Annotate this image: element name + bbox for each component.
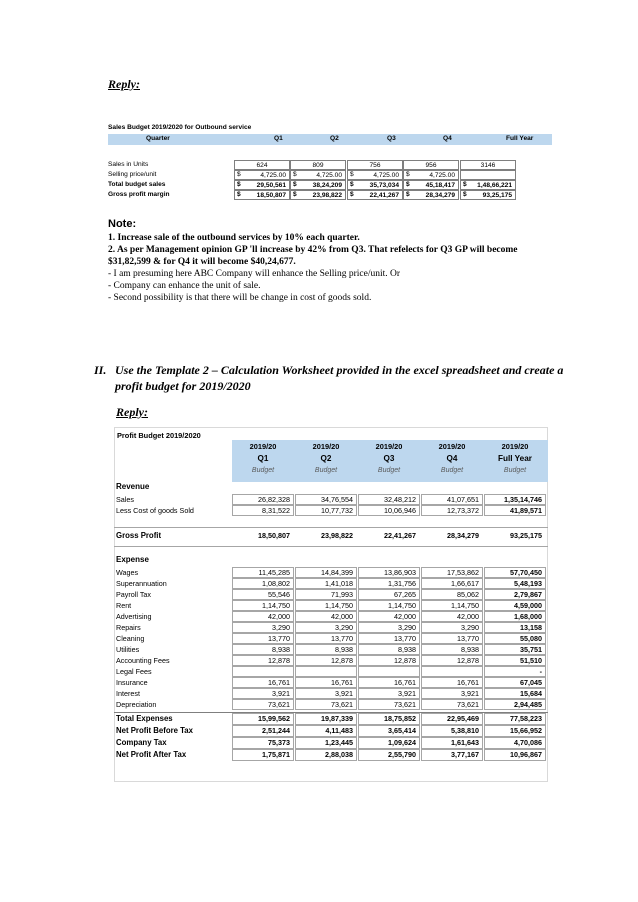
expense-row-label: Cleaning: [116, 634, 145, 643]
row-value: 2,79,867: [514, 590, 542, 599]
row-value: 71,993: [331, 590, 353, 599]
row-value: 8,938: [335, 645, 353, 654]
sales-cell: 29,50,561: [234, 180, 290, 190]
column-quarter: Q3: [383, 454, 395, 463]
note-line: $31,82,599 & for Q4 it will become $40,24,677.: [108, 257, 296, 267]
row-value: 1,75,871: [262, 750, 290, 759]
dollar-sign: $: [350, 191, 354, 198]
sales-cell: 22,41,267: [347, 190, 403, 200]
column-year: 2019/20: [375, 442, 403, 451]
row-value: 8,938: [461, 645, 479, 654]
row-value: 1,23,445: [325, 738, 353, 747]
column-budget: Budget: [503, 467, 527, 474]
column-year: 2019/20: [438, 442, 466, 451]
row-value: 8,938: [272, 645, 290, 654]
row-value: 85,062: [457, 590, 479, 599]
row-value: 17,53,862: [447, 568, 479, 577]
sales-cell-empty: [460, 170, 516, 180]
sales-cell: 38,24,209: [290, 180, 346, 190]
row-value: 3,921: [398, 689, 416, 698]
row-value: 19,87,339: [321, 714, 353, 723]
row-value: -: [539, 667, 542, 676]
row-value: 3,290: [272, 623, 290, 632]
row-value: 2,88,038: [325, 750, 353, 759]
sales-row: [108, 170, 552, 180]
expense-row-label: Wages: [116, 568, 139, 577]
row-value: 1,08,802: [262, 579, 290, 588]
sales-cell: 624: [234, 160, 290, 170]
row-value: 12,878: [268, 656, 290, 665]
row-value: 3,921: [272, 689, 290, 698]
row-value: 16,761: [457, 678, 479, 687]
value-cell: [232, 666, 294, 677]
row-value: 10,06,946: [384, 506, 416, 515]
sales-budget-header: [108, 134, 552, 145]
row-value: 23,98,822: [321, 531, 353, 540]
note-line: 2. As per Management opinion GP 'll increase by 42% from Q3. That refelects for Q3 GP will become: [108, 245, 518, 255]
row-value: 3,921: [461, 689, 479, 698]
row-value: 1,09,624: [388, 738, 416, 747]
sales-row: [108, 160, 552, 170]
expense-row-label: Legal Fees: [116, 667, 152, 676]
row-value: 77,58,223: [510, 714, 542, 723]
row-value: 32,48,212: [384, 495, 416, 504]
expense-row-label: Superannuation: [116, 579, 167, 588]
row-value: 42,000: [331, 612, 353, 621]
expense-heading: Expense: [116, 555, 149, 564]
total-row-label: Net Profit Before Tax: [116, 726, 193, 735]
dollar-sign: $: [406, 191, 410, 198]
dollar-sign: $: [463, 191, 467, 198]
row-value: 1,66,617: [451, 579, 479, 588]
row-value: 35,751: [520, 645, 542, 654]
row-value: 13,770: [268, 634, 290, 643]
row-value: 8,938: [398, 645, 416, 654]
value-cell: [421, 666, 483, 677]
expense-row-label: Repairs: [116, 623, 141, 632]
sales-cell: 23,98,822: [290, 190, 346, 200]
row-value: 18,75,852: [384, 714, 416, 723]
revenue-row-label: Less Cost of goods Sold: [116, 506, 194, 515]
expense-row-label: Depreciation: [116, 700, 157, 709]
sales-row: [108, 180, 552, 190]
row-value: 5,48,193: [514, 579, 542, 588]
sales-cell: 93,25,175: [460, 190, 516, 200]
sales-row-label: Gross profit margin: [108, 191, 170, 198]
sales-col-q4: Q4: [443, 135, 452, 142]
quarter-label: Quarter: [146, 135, 170, 142]
column-budget: Budget: [251, 467, 275, 474]
dollar-sign: $: [237, 171, 241, 178]
row-value: 3,290: [461, 623, 479, 632]
sales-cell: 809: [290, 160, 346, 170]
note-line: - Second possibility is that there will be change in cost of goods sold.: [108, 293, 372, 303]
sales-row-label: Total budget sales: [108, 181, 166, 188]
column-quarter: Full Year: [498, 454, 532, 463]
row-value: 42,000: [394, 612, 416, 621]
total-row-label: Net Profit After Tax: [116, 750, 187, 759]
note-lines: [108, 232, 568, 304]
column-quarter: Q4: [446, 454, 458, 463]
reply-heading-2: Reply:: [116, 405, 148, 419]
column-quarter: Q1: [257, 454, 269, 463]
sales-cell: 956: [403, 160, 459, 170]
dollar-sign: $: [406, 171, 410, 178]
column-year: 2019/20: [249, 442, 277, 451]
row-value: 11,45,285: [258, 568, 290, 577]
dollar-sign: $: [350, 171, 354, 178]
note-line: 1. Increase sale of the outbound services by 10% each quarter.: [108, 233, 360, 243]
row-value: 13,770: [331, 634, 353, 643]
row-value: 4,59,000: [514, 601, 542, 610]
dollar-sign: $: [293, 181, 297, 188]
row-value: 67,045: [520, 678, 542, 687]
dollar-sign: $: [293, 171, 297, 178]
row-value: 1,14,750: [325, 601, 353, 610]
row-value: 8,31,522: [262, 506, 290, 515]
reply-heading-1: Reply:: [108, 77, 140, 91]
row-value: 1,14,750: [451, 601, 479, 610]
note-title: Note:: [108, 218, 137, 230]
row-value: 15,66,952: [510, 726, 542, 735]
expense-row-label: Utilities: [116, 645, 140, 654]
row-value: 1,31,756: [388, 579, 416, 588]
row-value: 3,77,167: [451, 750, 479, 759]
sales-row-label: Selling price/unit: [108, 171, 157, 178]
sales-budget-table: [108, 124, 552, 210]
row-value: 2,55,790: [388, 750, 416, 759]
row-value: 13,770: [394, 634, 416, 643]
sales-col-q3: Q3: [387, 135, 396, 142]
row-value: 14,84,399: [321, 568, 353, 577]
sales-cell: 3146: [460, 160, 516, 170]
row-value: 73,621: [457, 700, 479, 709]
expense-row-label: Advertising: [116, 612, 152, 621]
row-value: 10,96,867: [510, 750, 542, 759]
row-value: 51,510: [520, 656, 542, 665]
note-line: - I am presuming here ABC Company will enhance the Selling price/unit. Or: [108, 269, 401, 279]
row-value: 10,77,732: [321, 506, 353, 515]
row-value: 1,41,018: [325, 579, 353, 588]
row-value: 73,621: [331, 700, 353, 709]
sales-cell: 4,725.00: [403, 170, 459, 180]
column-budget: Budget: [440, 467, 464, 474]
sales-cell: 4,725.00: [290, 170, 346, 180]
row-value: 42,000: [268, 612, 290, 621]
dollar-sign: $: [293, 191, 297, 198]
row-value: 22,95,469: [447, 714, 479, 723]
row-value: 13,86,903: [384, 568, 416, 577]
row-value: 16,761: [394, 678, 416, 687]
column-budget: Budget: [377, 467, 401, 474]
row-value: 26,82,328: [258, 495, 290, 504]
row-value: 2,94,485: [514, 700, 542, 709]
row-value: 1,61,643: [451, 738, 479, 747]
dollar-sign: $: [406, 181, 410, 188]
row-value: 16,761: [268, 678, 290, 687]
row-value: 12,878: [394, 656, 416, 665]
sales-cell: 4,725.00: [347, 170, 403, 180]
dollar-sign: $: [350, 181, 354, 188]
row-value: 1,14,750: [388, 601, 416, 610]
section-number: II.: [94, 363, 107, 377]
revenue-heading: Revenue: [116, 482, 150, 491]
row-value: 13,770: [457, 634, 479, 643]
row-value: 93,25,175: [510, 531, 542, 540]
total-row-label: Total Expenses: [116, 714, 173, 723]
sales-cell: 45,18,417: [403, 180, 459, 190]
row-value: 2,51,244: [262, 726, 290, 735]
row-value: 41,07,651: [447, 495, 479, 504]
sales-cell: 4,725.00: [234, 170, 290, 180]
row-value: 3,290: [335, 623, 353, 632]
dollar-sign: $: [237, 191, 241, 198]
row-value: 75,373: [268, 738, 290, 747]
sales-col-q2: Q2: [330, 135, 339, 142]
expense-row-label: Rent: [116, 601, 132, 610]
row-value: 55,080: [520, 634, 542, 643]
value-cell: [295, 666, 357, 677]
sales-row: [108, 190, 552, 200]
row-value: 73,621: [268, 700, 290, 709]
row-value: 12,73,372: [447, 506, 479, 515]
sales-row-label: Sales in Units: [108, 161, 149, 168]
profit-budget-title: Profit Budget 2019/2020: [117, 431, 201, 440]
row-value: 28,34,279: [447, 531, 479, 540]
expense-row-label: Interest: [116, 689, 140, 698]
expense-row-label: Insurance: [116, 678, 148, 687]
expense-row-label: Payroll Tax: [116, 590, 152, 599]
row-value: 3,290: [398, 623, 416, 632]
row-value: 1,14,750: [262, 601, 290, 610]
row-value: 67,265: [394, 590, 416, 599]
row-value: 1,35,14,746: [504, 495, 542, 504]
column-quarter: Q2: [320, 454, 332, 463]
row-value: 55,546: [268, 590, 290, 599]
row-value: 12,878: [457, 656, 479, 665]
sales-budget-rows: [108, 160, 552, 210]
total-row-label: Company Tax: [116, 738, 167, 747]
column-year: 2019/20: [312, 442, 340, 451]
sales-cell: 756: [347, 160, 403, 170]
sales-cell: 35,73,034: [347, 180, 403, 190]
row-value: 42,000: [457, 612, 479, 621]
sales-col-q1: Q1: [274, 135, 283, 142]
row-value: 41,89,571: [510, 506, 542, 515]
row-value: 3,65,414: [388, 726, 416, 735]
expense-row-label: Accounting Fees: [116, 656, 170, 665]
row-value: 4,11,483: [325, 726, 353, 735]
sales-col-full-year: Full Year: [506, 135, 534, 142]
row-value: 12,878: [331, 656, 353, 665]
row-value: 15,99,562: [258, 714, 290, 723]
row-value: 4,70,086: [514, 738, 542, 747]
row-value: 15,684: [520, 689, 542, 698]
row-value: 5,38,810: [451, 726, 479, 735]
sales-cell: 28,34,279: [403, 190, 459, 200]
section-line-1: Use the Template 2 – Calculation Worksheet provided in the excel spreadsheet and create a: [115, 363, 564, 377]
row-value: 22,41,267: [384, 531, 416, 540]
row-value: 57,70,450: [510, 568, 542, 577]
row-value: 18,50,807: [258, 531, 290, 540]
gross-profit-label: Gross Profit: [116, 531, 162, 540]
revenue-row-label: Sales: [116, 495, 134, 504]
dollar-sign: $: [463, 181, 467, 188]
section-line-2: profit budget for 2019/2020: [115, 379, 251, 393]
row-value: 3,921: [335, 689, 353, 698]
row-value: 16,761: [331, 678, 353, 687]
sales-budget-title: Sales Budget 2019/2020 for Outbound service: [108, 124, 252, 131]
value-cell: [358, 666, 420, 677]
row-value: 13,158: [520, 623, 542, 632]
sales-cell: 1,48,66,221: [460, 180, 516, 190]
note-line: - Company can enhance the unit of sale.: [108, 281, 261, 291]
profit-budget-table: [114, 427, 548, 782]
row-value: 73,621: [394, 700, 416, 709]
dollar-sign: $: [237, 181, 241, 188]
column-budget: Budget: [314, 467, 338, 474]
sales-cell: 18,50,807: [234, 190, 290, 200]
row-value: 34,76,554: [321, 495, 353, 504]
column-year: 2019/20: [501, 442, 529, 451]
row-value: 1,68,000: [514, 612, 542, 621]
